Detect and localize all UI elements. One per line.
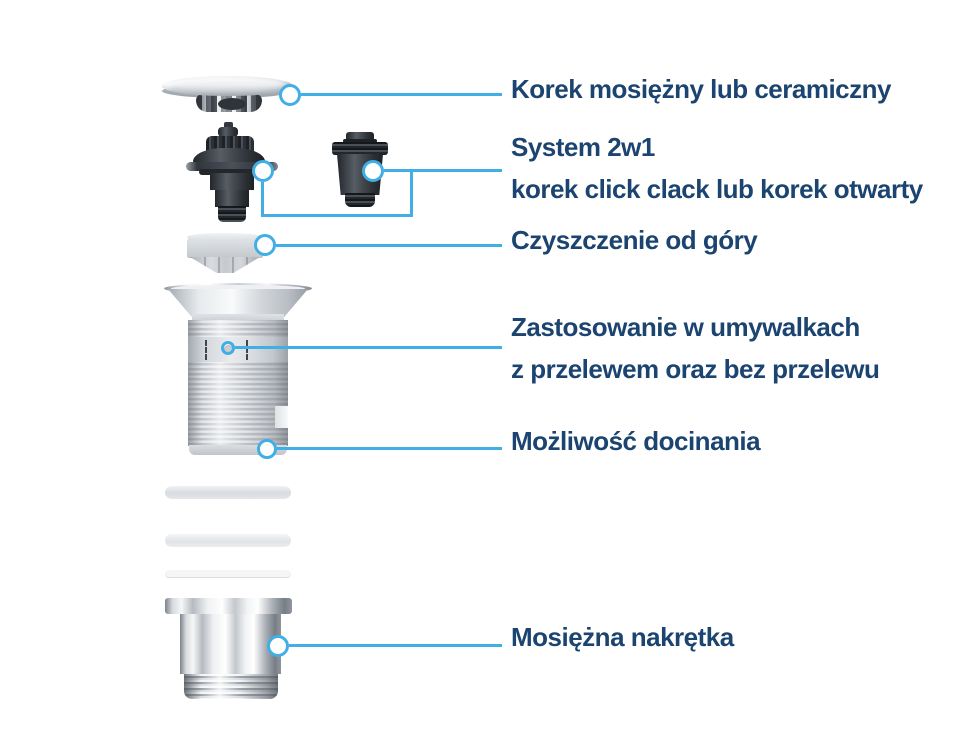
callout-line <box>261 182 264 217</box>
callout-label-text: System 2w1 <box>511 132 655 162</box>
part-funnel-cone <box>190 257 260 273</box>
part-openplug-tail-threads <box>345 193 375 207</box>
part-body-thread-notch <box>275 406 288 428</box>
callout-label-nut <box>511 616 734 658</box>
callout-marker-icon <box>267 635 289 657</box>
callout-label-text: Mosiężna nakrętka <box>511 622 734 652</box>
callout-line <box>289 644 502 647</box>
part-cap-ring-core <box>218 98 246 110</box>
part-funnel-rim <box>187 233 263 241</box>
callout-line <box>276 244 502 247</box>
part-body-smooth-band <box>188 337 288 362</box>
callout-marker-icon <box>257 439 277 459</box>
part-cap-dome <box>162 76 293 96</box>
callout-label-application <box>511 306 879 390</box>
part-clickclack-body-upper <box>210 173 254 190</box>
callout-marker-icon <box>252 160 274 182</box>
part-nut-flange <box>165 598 292 614</box>
callout-line <box>384 169 502 172</box>
callout-label-text: Zastosowanie w umywalkach <box>511 312 860 342</box>
part-nut-threads <box>184 674 278 699</box>
part-body-trumpet <box>168 289 308 317</box>
part-body-cut-mark-right <box>246 340 248 360</box>
callout-marker-icon <box>254 234 276 256</box>
callout-line <box>301 93 502 96</box>
callout-label-trimming <box>511 420 760 462</box>
callout-label-text: Czyszczenie od góry <box>511 225 758 255</box>
callout-line <box>410 169 413 217</box>
callout-label-text: z przelewem oraz bez przelewu <box>511 354 880 384</box>
callout-line <box>261 214 413 217</box>
part-gasket-top <box>165 486 291 499</box>
part-body-cut-mark-left <box>205 340 207 360</box>
callout-line <box>235 346 502 349</box>
callout-label-text: Korek mosiężny lub ceramiczny <box>511 74 891 104</box>
callout-marker-icon <box>221 341 235 355</box>
part-nut-body <box>180 614 281 674</box>
part-gasket-middle <box>165 534 291 547</box>
callout-label-text: korek click clack lub korek otwarty <box>511 174 923 204</box>
part-clickclack-body-lower <box>215 190 249 207</box>
part-openplug-collar <box>332 142 388 155</box>
callout-line <box>277 447 502 450</box>
part-gasket-bottom <box>165 570 291 578</box>
callout-label-text: Możliwość docinania <box>511 426 761 456</box>
callout-label-cleaning <box>511 219 757 261</box>
callout-marker-icon <box>279 84 301 106</box>
callout-label-system-2w1 <box>511 126 923 210</box>
part-clickclack-tail-threads <box>218 206 246 222</box>
callout-marker-icon <box>362 160 384 182</box>
callout-label-cap <box>511 68 891 110</box>
